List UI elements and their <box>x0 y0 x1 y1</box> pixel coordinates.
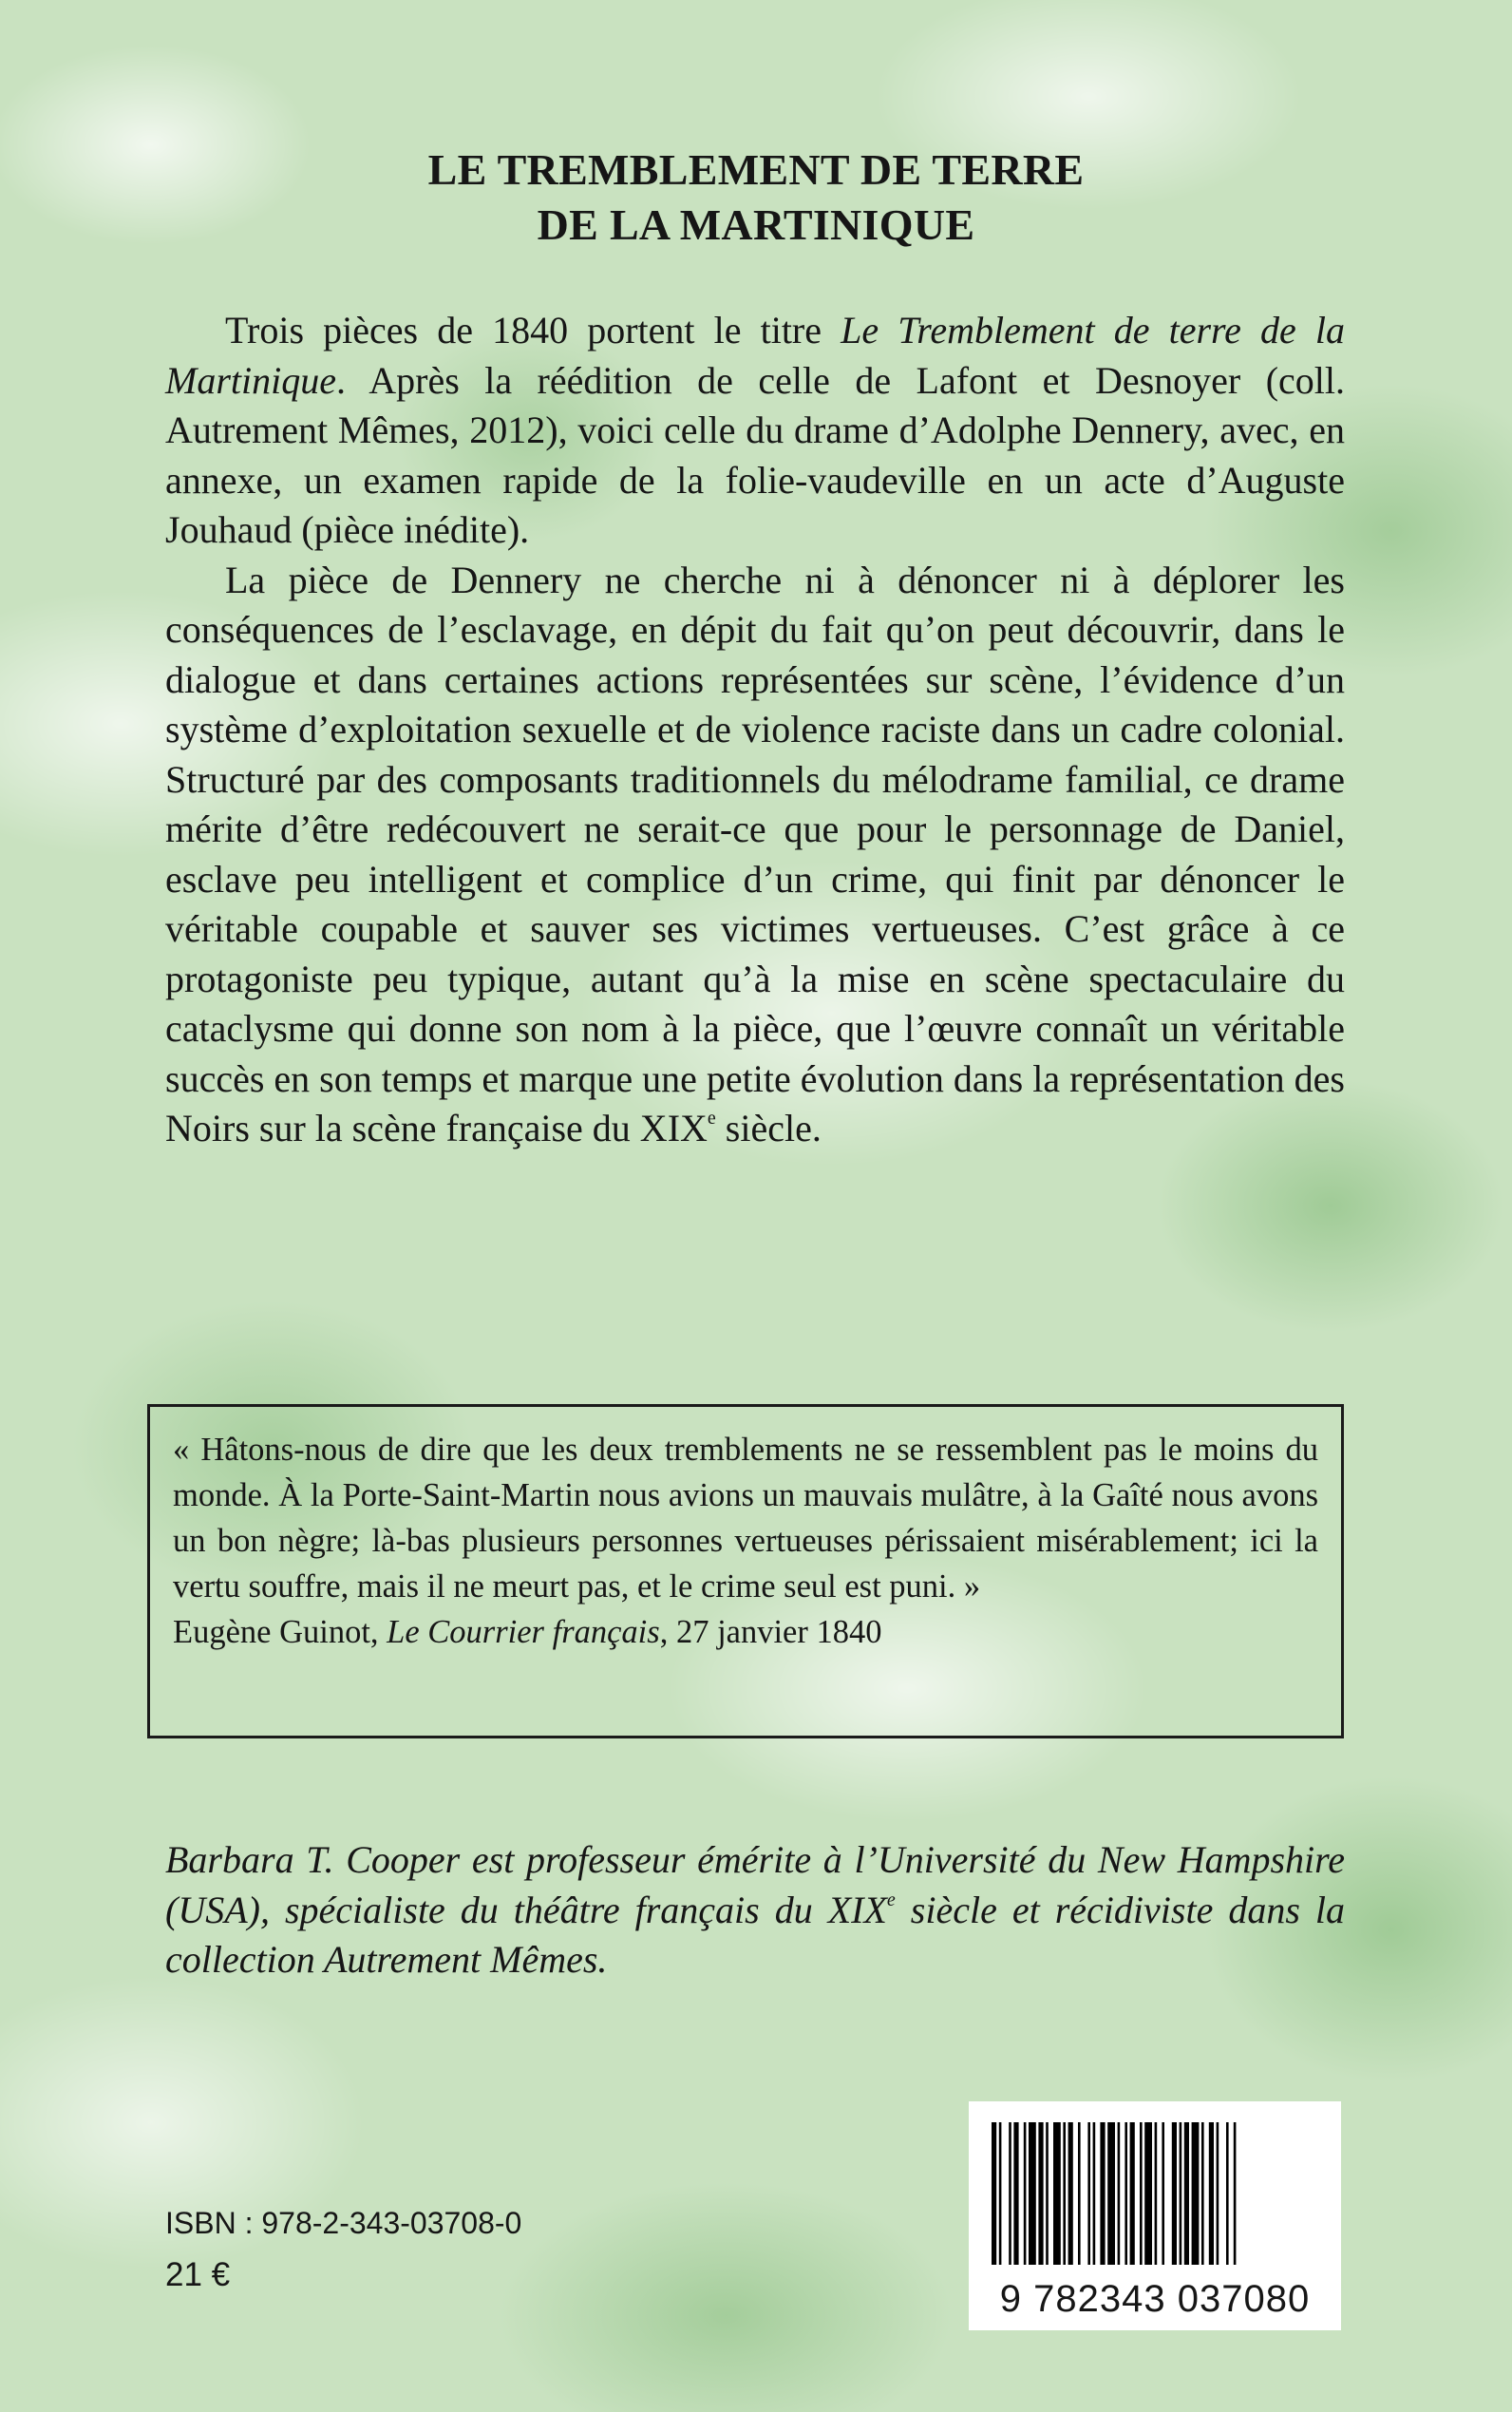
barcode-bar <box>1029 2122 1036 2265</box>
barcode-bar <box>1118 2122 1121 2265</box>
quote-source <box>173 1609 1318 1655</box>
barcode-bar <box>1130 2122 1135 2265</box>
barcode-bar <box>1155 2122 1158 2265</box>
barcode-bar <box>1068 2122 1073 2265</box>
barcode-bar <box>1100 2122 1105 2265</box>
barcode-bar <box>1226 2122 1229 2265</box>
barcode-bar <box>1184 2122 1189 2265</box>
barcode-bar <box>999 2122 1002 2265</box>
barcode-bar <box>1013 2122 1018 2265</box>
quote-source-publication: Le Courrier français <box>387 1614 660 1650</box>
barcode-bar <box>1125 2122 1127 2265</box>
synopsis <box>165 306 1345 1154</box>
author-bio <box>165 1835 1345 1985</box>
quote-source-date: , 27 janvier 1840 <box>659 1614 882 1650</box>
barcode-bar <box>1053 2122 1061 2265</box>
book-title-line-2: DE LA MARTINIQUE <box>537 200 975 249</box>
barcode-bar <box>1217 2122 1219 2265</box>
barcode-bar <box>1087 2122 1090 2265</box>
author-bio-end: siècle et récidiviste dans la collection Autrement Mêmes. <box>165 1888 1346 1981</box>
barcode-bar <box>1192 2122 1200 2265</box>
book-title <box>0 142 1512 253</box>
paragraph-2-end: siècle. <box>715 1107 822 1149</box>
barcode-bar <box>1140 2122 1143 2265</box>
century-superscript: e <box>707 1108 716 1129</box>
barcode-bar <box>1093 2122 1096 2265</box>
barcode <box>969 2101 1341 2330</box>
barcode-bar <box>1201 2122 1204 2265</box>
quote-box <box>147 1404 1344 1738</box>
author-bio-text: Barbara T. Cooper est professeur émérite à l’Université du New Hampshire (USA), spécialiste du théâtre français du XIX <box>165 1838 1345 1931</box>
paragraph-1-text-continued: . Après la réédition de celle de Lafont et Desnoyer (coll. Autrement Mêmes, 2012), voici celle du drame d’Adolphe Dennery, avec, en annexe, un examen rapide de la folie-vaudeville en un acte d’Auguste Jouhaud (pièce inédite). <box>165 358 1345 551</box>
barcode-bar <box>1063 2122 1066 2265</box>
quote-text: « Hâtons-nous de dire que les deux tremblements ne se ressemblent pas le moins du monde. À la Porte-Saint-Martin nous avions un mauvais mulâtre, à la Gaîté nous avons un bon nègre; là-bas plusieurs personnes vertueuses périssaient misérablement; ici la vertu souffre, mais il ne meurt pas, et le crime seul est puni. » <box>173 1432 1318 1605</box>
barcode-bar <box>1234 2122 1237 2265</box>
book-title-line-1: LE TREMBLEMENT DE TERRE <box>427 145 1085 194</box>
barcode-bar <box>1162 2122 1164 2265</box>
barcode-bar <box>1038 2122 1043 2265</box>
price: 21 € <box>165 2256 231 2293</box>
barcode-bar <box>1209 2122 1214 2265</box>
author-bio-superscript: e <box>886 1889 896 1910</box>
barcode-bar <box>1107 2122 1115 2265</box>
barcode-bar <box>1078 2122 1081 2265</box>
barcode-bar <box>1009 2122 1011 2265</box>
barcode-bar <box>1172 2122 1177 2265</box>
paragraph-2-text: La pièce de Dennery ne cherche ni à dénoncer ni à déplorer les conséquences de l’esclavage, en dépit du fait qu’on peut découvrir, dans le dialogue et dans certaines actions représentées sur scène, l’évidence d’un système d’exploitation sexuelle et de violence raciste dans un cadre colonial. Structuré par des composants traditionnels du mélodrame familial, ce drame mérite d’être redécouvert ne serait-ce que pour le personnage de Daniel, esclave peu intelligent et complice d’un crime, qui finit par dénoncer le véritable coupable et sauver ses victimes vertueuses. C’est grâce à ce protagoniste peu typique, autant qu’à la mise en scène spectaculaire du cataclysme qui donne son nom à la pièce, que l’œuvre connaît un véritable succès en son temps et marque une petite évolution dans la représentation des Noirs sur la scène française du XIX <box>165 558 1345 1149</box>
barcode-bar <box>1144 2122 1152 2265</box>
barcode-bars <box>992 2122 1318 2265</box>
quote-source-author: Eugène Guinot, <box>173 1614 387 1650</box>
isbn: ISBN : 978-2-343-03708-0 <box>165 2206 522 2240</box>
barcode-bar <box>1046 2122 1049 2265</box>
barcode-bar <box>992 2122 996 2265</box>
barcode-bar <box>1180 2122 1182 2265</box>
play-title-italic: Le Tremblement de terre de la Martinique <box>165 309 1345 402</box>
paragraph-1-text: Trois pièces de 1840 portent le titre <box>225 309 841 351</box>
barcode-bar <box>1024 2122 1027 2265</box>
synopsis-paragraph-1 <box>165 306 1345 556</box>
synopsis-paragraph-2 <box>165 556 1345 1154</box>
barcode-digits: 9 782343 037080 <box>999 2278 1311 2320</box>
